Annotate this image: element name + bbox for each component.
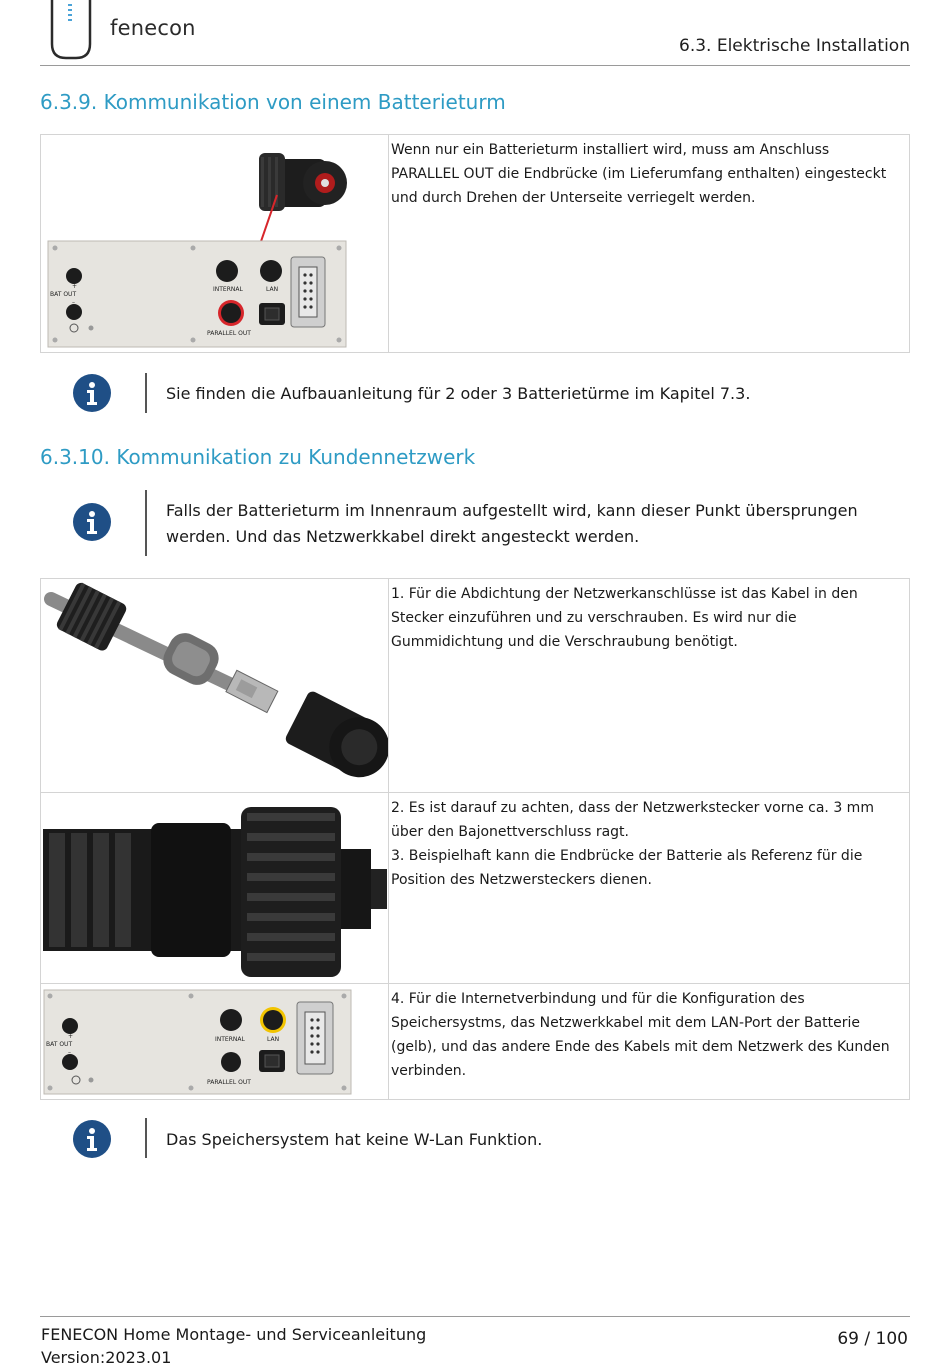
note-divider	[145, 373, 147, 413]
panel-minus-label: –	[72, 299, 75, 306]
section-heading-6-3-9: 6.3.9. Kommunikation von einem Batterieturm	[40, 90, 506, 114]
footer-version: Version:2023.01	[41, 1348, 172, 1367]
connector-side-image	[41, 793, 388, 983]
step-4-text: 4. Für die Internetverbindung und für die Konfiguration des Speichersystms, das Netzwerkkabel mit dem LAN-Port der Batterie (gelb), und das andere Ende des Kabels mit dem Netzwerk des Kunden verbinden.	[391, 991, 890, 1079]
table-network-steps	[40, 578, 910, 1100]
image-cell	[41, 135, 389, 353]
note-divider	[145, 490, 147, 556]
note-no-wlan: Das Speichersystem hat keine W-Lan Funktion.	[166, 1130, 543, 1149]
table-battery-tower	[40, 134, 910, 353]
panel-bat-out-label: BAT OUT	[46, 1041, 73, 1048]
image-cell	[41, 793, 389, 984]
note-indoor-install: Falls der Batterieturm im Innenraum aufgestellt wird, kann dieser Punkt übersprungen werden. Und das Netzwerkkabel direkt angesteckt werden.	[166, 501, 858, 546]
text-cell	[389, 135, 910, 353]
footer-divider	[40, 1316, 910, 1317]
panel-lan-label: LAN	[266, 286, 279, 293]
panel-internal-label: INTERNAL	[213, 286, 243, 293]
panel-plus-label: +	[72, 283, 78, 290]
section-heading-6-3-10: 6.3.10. Kommunikation zu Kundennetzwerk	[40, 445, 476, 469]
fenecon-logo-icon	[48, 0, 94, 60]
info-icon	[73, 503, 111, 541]
note-divider	[145, 1118, 147, 1158]
panel-minus-label: –	[68, 1049, 71, 1056]
image-cell	[41, 984, 389, 1100]
panel-internal-label: INTERNAL	[215, 1036, 245, 1043]
footer-manual-title: FENECON Home Montage- und Serviceanleitung	[41, 1325, 427, 1344]
page-number	[837, 1329, 908, 1349]
step-2-3-text: 2. Es ist darauf zu achten, dass der Netzwerkstecker vorne ca. 3 mm über den Bajonettverschluss ragt. 3. Beispielhaft kann die Endbrücke der Batterie als Referenz für die Position des Netzwersteckers dienen.	[391, 800, 874, 888]
cable-gland-image	[41, 579, 388, 792]
panel-lan-label: LAN	[267, 1036, 280, 1043]
text-cell	[389, 984, 910, 1100]
info-icon	[73, 374, 111, 412]
note-battery-towers: Sie finden die Aufbauanleitung für 2 oder 3 Batterietürme im Kapitel 7.3.	[166, 384, 751, 403]
brand-name: fenecon	[110, 16, 196, 40]
text-cell	[389, 793, 910, 984]
info-icon	[73, 1120, 111, 1158]
panel-bat-out-label: BAT OUT	[50, 291, 77, 298]
chapter-title: 6.3. Elektrische Installation	[679, 36, 910, 56]
panel-plus-label: +	[68, 1033, 74, 1040]
page-total: / 100	[864, 1329, 908, 1349]
panel-parallel-out-label: PARALLEL OUT	[207, 330, 251, 337]
panel-parallel-out-label: PARALLEL OUT	[207, 1079, 251, 1086]
page-current: 69	[837, 1329, 859, 1349]
header-divider	[40, 65, 910, 66]
battery-panel-image	[41, 135, 388, 352]
image-cell	[41, 579, 389, 793]
text-cell	[389, 579, 910, 793]
step-1-text: 1. Für die Abdichtung der Netzwerkanschlüsse ist das Kabel in den Stecker einzuführen und zu verschrauben. Es wird nur die Gummidichtung und die Verschraubung benötigt.	[391, 586, 858, 650]
battery-tower-instruction: Wenn nur ein Batterieturm installiert wird, muss am Anschluss PARALLEL OUT die Endbrücke (im Lieferumfang enthalten) eingesteckt und durch Drehen der Unterseite verriegelt werden.	[391, 142, 887, 206]
battery-panel-lan-image	[41, 984, 388, 1099]
